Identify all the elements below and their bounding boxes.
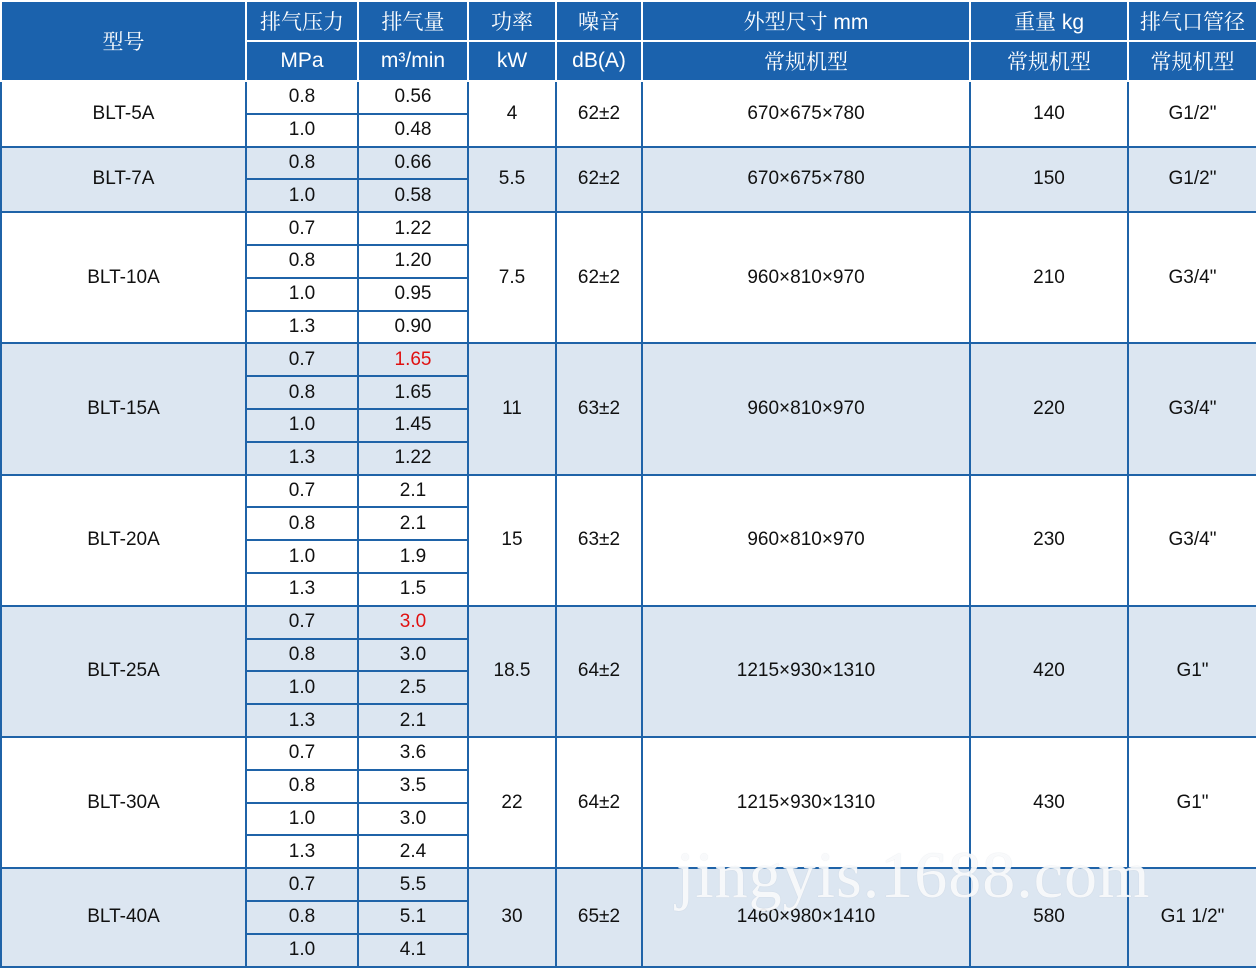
table-row [1,868,1256,901]
flow-cell: 3.5 [358,770,468,803]
power-cell: 18.5 [468,606,556,737]
header-outlet-sub: 常规机型 [1128,41,1256,81]
table-row [1,212,1256,245]
outlet-cell: G1/2" [1128,81,1256,147]
outlet-cell: G1" [1128,737,1256,868]
table-row [1,147,1256,180]
model-cell: BLT-20A [1,475,246,606]
pressure-cell: 1.3 [246,311,358,344]
flow-cell: 1.65 [358,376,468,409]
model-cell: BLT-10A [1,212,246,343]
noise-cell: 63±2 [556,475,642,606]
dimensions-cell: 670×675×780 [642,81,970,147]
weight-cell: 230 [970,475,1128,606]
model-cell: BLT-15A [1,343,246,474]
pressure-cell: 1.0 [246,671,358,704]
power-cell: 5.5 [468,147,556,213]
header-power: 功率 [468,1,556,41]
flow-cell: 1.5 [358,573,468,606]
flow-cell: 0.66 [358,147,468,180]
header-pressure: 排气压力 [246,1,358,41]
pressure-cell: 1.3 [246,704,358,737]
outlet-cell: G3/4" [1128,475,1256,606]
pressure-cell: 1.0 [246,540,358,573]
flow-cell: 1.45 [358,409,468,442]
weight-cell: 220 [970,343,1128,474]
header-noise: 噪音 [556,1,642,41]
weight-cell: 430 [970,737,1128,868]
spec-table-body [1,81,1256,967]
model-cell: BLT-30A [1,737,246,868]
model-cell: BLT-25A [1,606,246,737]
flow-cell: 2.5 [358,671,468,704]
flow-cell: 2.1 [358,704,468,737]
weight-cell: 210 [970,212,1128,343]
weight-cell: 580 [970,868,1128,966]
header-weight: 重量 kg [970,1,1128,41]
flow-cell: 0.95 [358,278,468,311]
flow-cell: 5.1 [358,901,468,934]
pressure-cell: 0.8 [246,901,358,934]
pressure-cell: 1.3 [246,573,358,606]
power-cell: 4 [468,81,556,147]
model-cell: BLT-7A [1,147,246,213]
dimensions-cell: 1460×980×1410 [642,868,970,966]
pressure-cell: 1.0 [246,179,358,212]
power-cell: 30 [468,868,556,966]
pressure-cell: 0.7 [246,212,358,245]
pressure-cell: 0.7 [246,737,358,770]
flow-cell: 0.90 [358,311,468,344]
header-dimensions: 外型尺寸 mm [642,1,970,41]
pressure-cell: 0.8 [246,245,358,278]
flow-cell: 1.22 [358,442,468,475]
pressure-cell: 0.7 [246,343,358,376]
header-pressure-unit: MPa [246,41,358,81]
flow-cell: 3.0 [358,803,468,836]
table-row [1,81,1256,114]
pressure-cell: 0.7 [246,606,358,639]
dimensions-cell: 960×810×970 [642,212,970,343]
pressure-cell: 1.0 [246,114,358,147]
model-cell: BLT-5A [1,81,246,147]
header-flow: 排气量 [358,1,468,41]
outlet-cell: G1" [1128,606,1256,737]
flow-cell: 0.58 [358,179,468,212]
outlet-cell: G3/4" [1128,343,1256,474]
dimensions-cell: 960×810×970 [642,475,970,606]
dimensions-cell: 1215×930×1310 [642,606,970,737]
flow-cell: 0.56 [358,81,468,114]
header-flow-unit: m³/min [358,41,468,81]
power-cell: 11 [468,343,556,474]
flow-cell: 3.0 [358,639,468,672]
dimensions-cell: 670×675×780 [642,147,970,213]
header-model: 型号 [1,1,246,81]
flow-cell: 3.6 [358,737,468,770]
flow-cell: 1.9 [358,540,468,573]
dimensions-cell: 960×810×970 [642,343,970,474]
pressure-cell: 0.8 [246,507,358,540]
power-cell: 22 [468,737,556,868]
outlet-cell: G1/2" [1128,147,1256,213]
pressure-cell: 1.3 [246,835,358,868]
outlet-cell: G3/4" [1128,212,1256,343]
watermark: jingyis.1688.com [676,839,1151,912]
flow-cell: 3.0 [358,606,468,639]
noise-cell: 65±2 [556,868,642,966]
flow-cell: 1.22 [358,212,468,245]
model-cell: BLT-40A [1,868,246,966]
outlet-cell: G1 1/2" [1128,868,1256,966]
pressure-cell: 1.0 [246,278,358,311]
pressure-cell: 0.8 [246,81,358,114]
header-outlet: 排气口管径 [1128,1,1256,41]
flow-cell: 0.48 [358,114,468,147]
flow-cell: 1.65 [358,343,468,376]
pressure-cell: 0.8 [246,147,358,180]
weight-cell: 420 [970,606,1128,737]
pressure-cell: 0.8 [246,376,358,409]
flow-cell: 2.4 [358,835,468,868]
flow-cell: 2.1 [358,475,468,508]
pressure-cell: 1.0 [246,934,358,967]
power-cell: 7.5 [468,212,556,343]
header-power-unit: kW [468,41,556,81]
flow-cell: 2.1 [358,507,468,540]
noise-cell: 62±2 [556,147,642,213]
noise-cell: 64±2 [556,737,642,868]
header-weight-sub: 常规机型 [970,41,1128,81]
header-dimensions-sub: 常规机型 [642,41,970,81]
table-row [1,737,1256,770]
pressure-cell: 0.7 [246,475,358,508]
pressure-cell: 0.8 [246,770,358,803]
pressure-cell: 1.0 [246,409,358,442]
noise-cell: 63±2 [556,343,642,474]
flow-cell: 4.1 [358,934,468,967]
table-row [1,475,1256,508]
noise-cell: 62±2 [556,212,642,343]
pressure-cell: 1.0 [246,803,358,836]
pressure-cell: 0.7 [246,868,358,901]
power-cell: 15 [468,475,556,606]
dimensions-cell: 1215×930×1310 [642,737,970,868]
flow-cell: 5.5 [358,868,468,901]
table-row [1,606,1256,639]
table-row [1,343,1256,376]
weight-cell: 140 [970,81,1128,147]
flow-cell: 1.20 [358,245,468,278]
weight-cell: 150 [970,147,1128,213]
noise-cell: 62±2 [556,81,642,147]
header-noise-unit: dB(A) [556,41,642,81]
pressure-cell: 0.8 [246,639,358,672]
pressure-cell: 1.3 [246,442,358,475]
noise-cell: 64±2 [556,606,642,737]
